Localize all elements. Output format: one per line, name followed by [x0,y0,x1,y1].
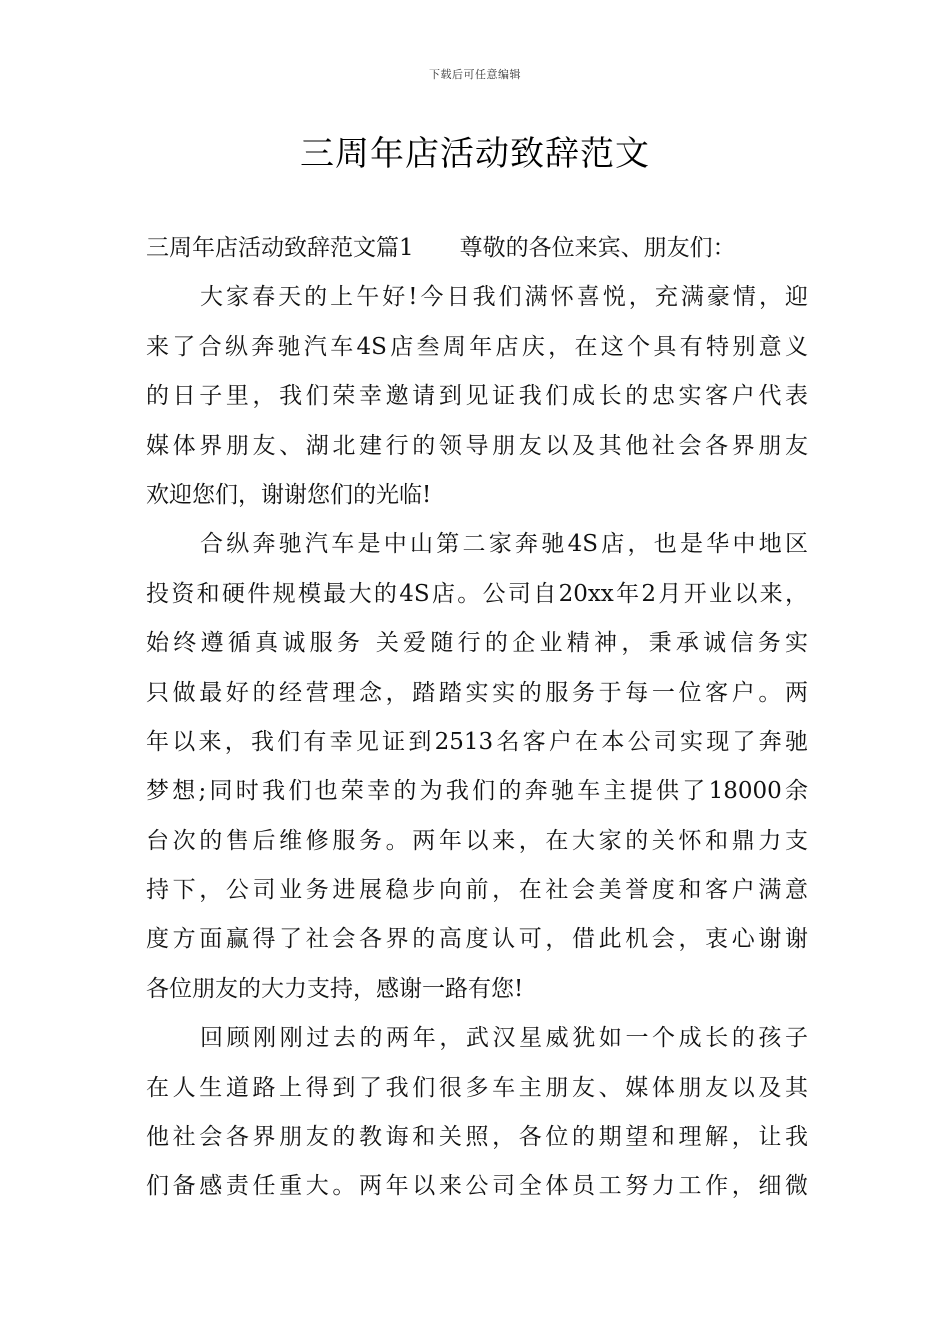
paragraph-1-line-1: 大家春天的上午好!今日我们满怀喜悦，充满豪情，迎 [200,284,808,311]
section-label: 三周年店活动致辞范文篇1 [146,235,414,261]
paragraph-2-line-2: 投资和硬件规模最大的4S店。公司自20xx年2月开业以来， [146,580,808,607]
paragraph-2-line-6: 梦想;同时我们也荣幸的为我们的奔驰车主提供了18000余 [146,778,808,805]
paragraph-1-line-4: 媒体界朋友、湖北建行的领导朋友以及其他社会各界朋友 [146,432,808,459]
paragraph-1-line-5: 欢迎您们，谢谢您们的光临! [146,481,432,508]
paragraph-2-line-7: 台次的售后维修服务。两年以来，在大家的关怀和鼎力支 [146,827,808,854]
paragraph-2-line-5: 年以来，我们有幸见证到2513名客户在本公司实现了奔驰 [146,728,808,755]
document-body [146,224,808,1212]
header-note: 下载后可任意编辑 [429,68,521,81]
paragraph-2-line-10: 各位朋友的大力支持，感谢一路有您! [146,975,524,1002]
paragraph-3-line-2: 在人生道路上得到了我们很多车主朋友、媒体朋友以及其 [146,1074,808,1101]
paragraph-3-line-4: 们备感责任重大。两年以来公司全体员工努力工作，细微 [146,1173,808,1200]
opening-line [146,224,808,273]
paragraph-2-line-4: 只做最好的经营理念，踏踏实实的服务于每一位客户。两 [146,679,808,706]
paragraph-1-line-2: 来了合纵奔驰汽车4S店叁周年店庆，在这个具有特别意义 [146,333,808,360]
paragraph-3-line-3: 他社会各界朋友的教诲和关照，各位的期望和理解，让我 [146,1124,808,1151]
salutation: 尊敬的各位来宾、朋友们： [459,235,736,261]
paragraph-3-line-1: 回顾刚刚过去的两年，武汉星威犹如一个成长的孩子 [200,1025,808,1052]
paragraph-2-line-3: 始终遵循真诚服务 关爱随行的企业精神，秉承诚信务实 [146,630,808,657]
paragraph-2-line-1: 合纵奔驰汽车是中山第二家奔驰4S店，也是华中地区 [200,531,808,558]
paragraph-1-line-3: 的日子里，我们荣幸邀请到见证我们成长的忠实客户代表 [146,383,808,410]
document-title: 三周年店活动致辞范文 [300,134,650,174]
paragraph-2-line-8: 持下，公司业务进展稳步向前，在社会美誉度和客户满意 [146,877,808,904]
paragraph-2-line-9: 度方面赢得了社会各界的高度认可，借此机会，衷心谢谢 [146,926,808,953]
